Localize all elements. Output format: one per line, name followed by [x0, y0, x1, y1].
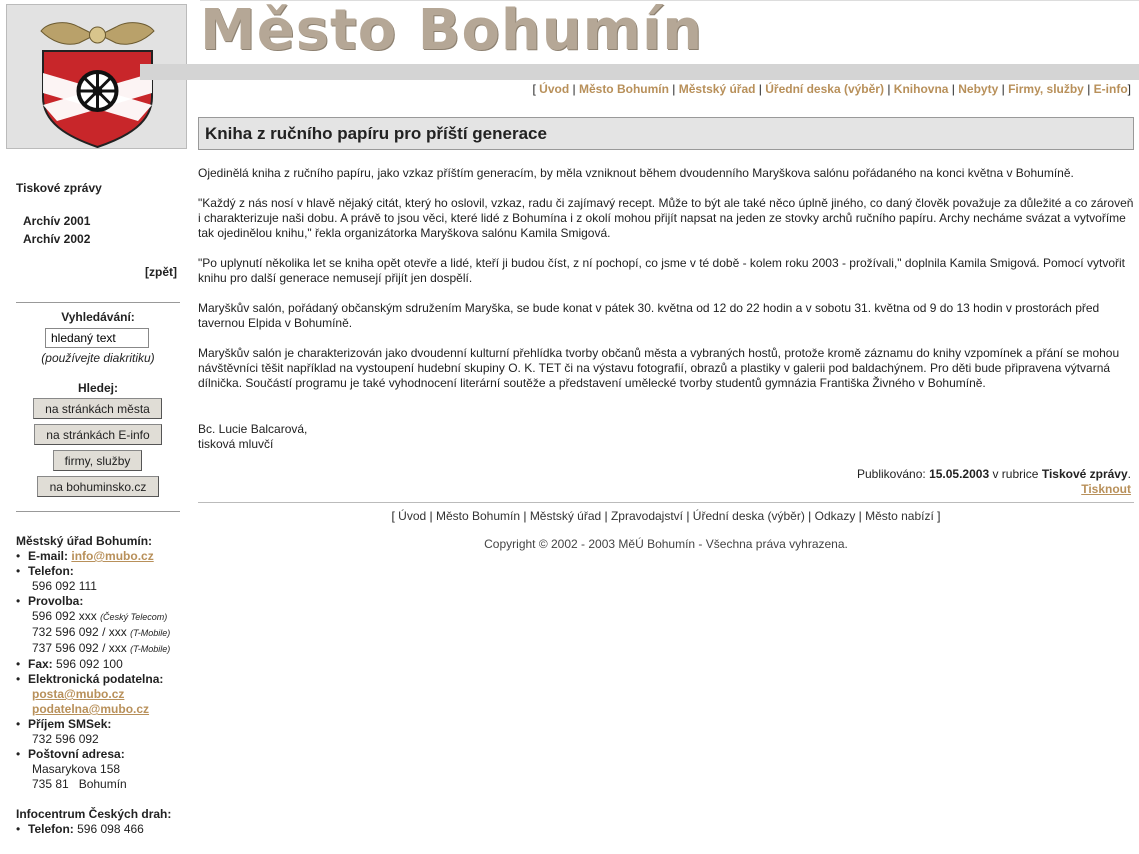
- top-navigation: [ Úvod | Město Bohumín | Městský úřad | Úřední deska (výběr) | Knihovna | Nebyty | Firmy, služby | E-info]: [532, 82, 1131, 96]
- published-prefix: Publikováno:: [857, 467, 926, 481]
- contact-podatelna-item: [16, 672, 186, 717]
- topnav-firmy-sluzby[interactable]: Firmy, služby: [1008, 82, 1084, 96]
- search-bohuminsko-button[interactable]: na bohuminsko.cz: [37, 476, 159, 497]
- article-paragraph: Ojedinělá kniha z ručního papíru, jako vzkaz příštím generacím, by měla vzniknout během dvoudenního Maryškova salónu pořádaného na konci května v Bohumíně.: [198, 166, 1074, 180]
- article-title: Kniha z ručního papíru pro příští generace: [205, 124, 547, 143]
- contact-address-item: [16, 747, 186, 792]
- article-paragraph: Maryškův salón je charakterizován jako dvoudenní kulturní přehlídka tvorby občanů města a vybraných hostů, protože kromě záznamu do knihy vzpomínek a přání se mohou návštěvníci těšit například na vystoupení hudební skupiny O. K. TET či na výstavu fotografií, obrazů a plastiky v galerii pod baldachýnem. Pro děti bude připravena výtvarná dílnička. Součástí programu je také vyhodnocení literární soutěže a představení umělecké tvorby studentů gymnázia Františka Živného v Bohumíně.: [198, 346, 1120, 390]
- published-mid: v rubrice: [992, 467, 1039, 481]
- footnav-mesto-nabizi[interactable]: Město nabízí: [865, 509, 934, 523]
- infocentrum-phone-item: [16, 822, 186, 837]
- address-label: Poštovní adresa:: [28, 747, 125, 761]
- infocentrum-list: [16, 822, 186, 837]
- article-paragraph: Maryškův salón, pořádaný občanským sdružením Maryška, se bude konat v pátek 30. května od 12 do 22 hodin a v sobotu 31. května od 9 do 13 hodin v prostorách před tavernou Elpida v Bohumíně.: [198, 301, 1100, 330]
- signature-role: tisková mluvčí: [198, 437, 274, 451]
- provolba-line: [28, 641, 186, 657]
- search-firms-button[interactable]: firmy, služby: [53, 450, 142, 471]
- topnav-e-info[interactable]: E-info: [1093, 82, 1128, 96]
- find-label: Hledej:: [77, 381, 118, 395]
- provolba-operator: (T-Mobile): [130, 628, 171, 638]
- contact-list: [16, 549, 186, 792]
- provolba-number: 737 596 092 / xxx: [32, 641, 127, 655]
- provolba-number: 596 092 xxx: [32, 609, 97, 623]
- print-link[interactable]: Tisknout: [1081, 482, 1131, 496]
- publication-info: Publikováno: 15.05.2003 v rubrice Tiskové zprávy. Tisknout: [857, 467, 1131, 496]
- contact-block: [16, 534, 186, 837]
- header-band: [140, 64, 1139, 80]
- article-body: [198, 166, 1134, 406]
- podatelna-label: Elektronická podatelna:: [28, 672, 164, 686]
- provolba-label: Provolba:: [28, 594, 84, 608]
- sidebar-section-title: Tiskové zprávy: [16, 181, 102, 195]
- article-paragraph: "Každý z nás nosí v hlavě nějaký citát, který ho oslovil, vzkaz, radu či zajímavý recept. Může to být ale také něco úplně jiného, co daný člověk považuje za důležité a co zároveň i charakterizuje naši dobu. A právě to jsou věci, které lidé z Bohumína i z okolí mohou přijít napsat na jeden ze stovky archů ručního papíru. Archy necháme svázat a vytvoříme tak ojedinělou knihu," řekla organizátorka Maryškova salónu Kamila Smigová.: [198, 196, 1134, 240]
- topnav-mestsky-urad[interactable]: Městský úřad: [678, 82, 756, 96]
- provolba-number: 732 596 092 / xxx: [32, 625, 127, 639]
- topnav-mesto-bohumin[interactable]: Město Bohumín: [578, 82, 669, 96]
- topnav-knihovna[interactable]: Knihovna: [893, 82, 949, 96]
- email-link[interactable]: info@mubo.cz: [71, 549, 154, 563]
- article-title-bar: [198, 117, 1134, 150]
- back-link[interactable]: [zpět]: [145, 265, 177, 279]
- contact-fax-item: [16, 657, 186, 672]
- sidebar-divider: [16, 302, 180, 303]
- topnav-uredni-deska[interactable]: Úřední deska (výběr): [765, 82, 884, 96]
- sidebar-archive-2002[interactable]: Archív 2002: [23, 232, 91, 246]
- contact-email-item: [16, 549, 186, 564]
- infocentrum-heading: Infocentrum Českých drah:: [16, 807, 172, 821]
- provolba-operator: (Český Telecom): [100, 612, 168, 622]
- provolba-line: [28, 609, 186, 625]
- footnav-zpravodajstvi[interactable]: Zpravodajství: [610, 509, 683, 523]
- infocentrum-phone-value: 596 098 466: [77, 822, 144, 836]
- footnav-mesto-bohumin[interactable]: Město Bohumín: [435, 509, 521, 523]
- footnav-uredni-deska[interactable]: Úřední deska (výběr): [692, 509, 805, 523]
- phone-value: 596 092 111: [32, 579, 97, 593]
- sidebar-divider: [16, 511, 180, 512]
- fax-value: 596 092 100: [56, 657, 123, 671]
- contact-phone-item: [16, 564, 186, 594]
- podatelna-email-link[interactable]: podatelna@mubo.cz: [32, 702, 150, 716]
- copyright: Copyright © 2002 - 2003 MěÚ Bohumín - Všechna práva vyhrazena.: [484, 537, 848, 551]
- topnav-nebyty[interactable]: Nebyty: [958, 82, 999, 96]
- email-label: E-mail:: [28, 549, 69, 563]
- footnav-mestsky-urad[interactable]: Městský úřad: [529, 509, 602, 523]
- sms-value: 732 596 092: [32, 732, 99, 746]
- signature: [198, 422, 307, 452]
- footer-divider: [198, 502, 1134, 503]
- podatelna-email-link[interactable]: posta@mubo.cz: [32, 687, 125, 701]
- search-label: Vyhledávání:: [61, 310, 135, 324]
- topnav-uvod[interactable]: Úvod: [539, 82, 570, 96]
- contact-sms-item: [16, 717, 186, 747]
- site-title: Město Bohumín: [200, 0, 704, 63]
- footnav-odkazy[interactable]: Odkazy: [814, 509, 856, 523]
- fax-label: Fax:: [28, 657, 53, 671]
- address-city: 735 81 Bohumín: [32, 777, 127, 791]
- phone-label: Telefon:: [28, 564, 74, 578]
- provolba-line: [28, 625, 186, 641]
- signature-name: Bc. Lucie Balcarová,: [198, 422, 308, 436]
- address-street: Masarykova 158: [32, 762, 121, 776]
- footnav-uvod[interactable]: Úvod: [398, 509, 427, 523]
- sms-label: Příjem SMSek:: [28, 717, 112, 731]
- published-section: Tiskové zprávy: [1041, 467, 1128, 481]
- infocentrum-phone-label: Telefon:: [28, 822, 74, 836]
- article-paragraph: "Po uplynutí několika let se kniha opět otevře a lidé, kteří ji budou číst, z ní pochopí, co jsme v té době - kolem roku 2003 - prožívali," doplnila Kamila Smigová. Pomocí vytvořit knihu pro další generace nemusejí přijít jen dospělí.: [198, 256, 1125, 285]
- contact-heading: Městský úřad Bohumín:: [16, 534, 153, 548]
- footer-navigation: [ Úvod | Město Bohumín | Městský úřad | Zpravodajství | Úřední deska (výběr) | Odkazy | Město nabízí ]: [391, 509, 941, 523]
- search-city-button[interactable]: na stránkách města: [33, 398, 162, 419]
- contact-provolba-item: [16, 594, 186, 657]
- search-hint: (používejte diakritiku): [41, 351, 155, 365]
- search-input[interactable]: [45, 328, 149, 348]
- search-einfo-button[interactable]: na stránkách E-info: [34, 424, 162, 445]
- sidebar-archive-2001[interactable]: Archív 2001: [23, 214, 91, 228]
- provolba-operator: (T-Mobile): [130, 644, 171, 654]
- published-date: 15.05.2003: [929, 467, 990, 481]
